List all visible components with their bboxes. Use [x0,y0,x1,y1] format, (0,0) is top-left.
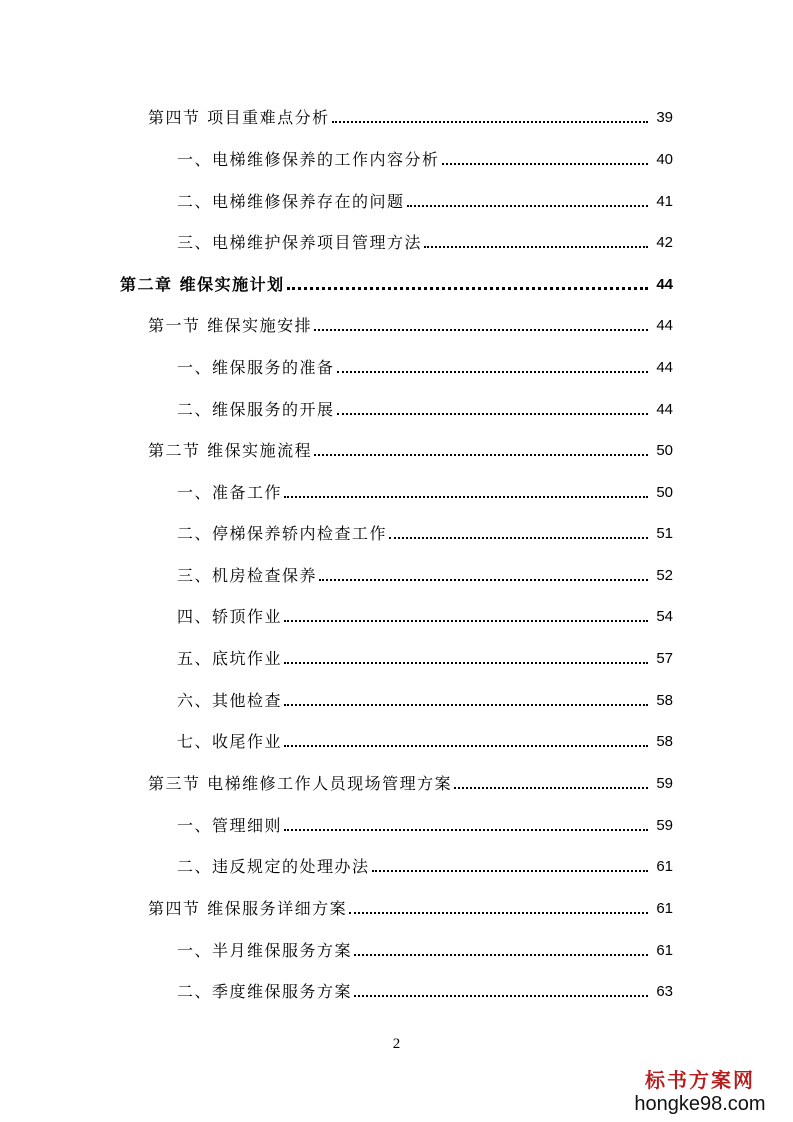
toc-entry [177,188,673,212]
toc-entry-page: 54 [656,608,673,625]
toc-entry [177,354,673,378]
toc-entry [177,853,673,877]
toc-entry-page: 59 [656,775,673,792]
toc-entry-title: 第二节 维保实施流程 [148,441,313,460]
toc-entry-page: 44 [656,401,673,418]
watermark-brand: 标书方案网 [645,1068,755,1092]
toc-dot-leader [354,995,648,997]
toc-dot-leader [284,704,648,706]
toc-entry [148,312,673,336]
toc-entry-title: 四、轿顶作业 [177,607,283,626]
toc-entry [148,895,673,919]
toc-entry [177,978,673,1002]
toc-entry-page: 44 [656,317,673,334]
toc-dot-leader [337,371,648,373]
toc-entry [177,812,673,836]
toc-dot-leader [319,579,648,581]
toc-dot-leader [284,620,648,622]
toc-entry-title: 二、电梯维修保养存在的问题 [177,192,405,211]
toc-dot-leader [389,537,648,539]
toc-entry-title: 第四节 项目重难点分析 [148,108,330,127]
toc-dot-leader [372,870,648,872]
toc-entry-title: 七、收尾作业 [177,732,283,751]
toc-entry [177,687,673,711]
toc-entry [177,728,673,752]
toc-entry-title: 第三节 电梯维修工作人员现场管理方案 [148,774,453,793]
toc-entry-title: 第二章 维保实施计划 [120,275,285,294]
toc-entry-page: 50 [656,442,673,459]
toc-dot-leader [354,954,648,956]
toc-dot-leader [284,496,648,498]
toc-dot-leader [314,329,648,331]
toc-entry-title: 二、违反规定的处理办法 [177,857,370,876]
toc-entry-title: 一、电梯维修保养的工作内容分析 [177,150,440,169]
toc-dot-leader [424,246,648,248]
toc-entry-page: 41 [656,193,673,210]
toc-entry-page: 61 [656,858,673,875]
toc-entry [177,603,673,627]
toc-entry-title: 三、电梯维护保养项目管理方法 [177,233,423,252]
toc-entry [177,645,673,669]
toc-dot-leader [407,205,648,207]
toc-dot-leader [284,662,648,664]
toc-dot-leader [442,163,648,165]
toc-entry-title: 二、维保服务的开展 [177,400,335,419]
toc-dot-leader [284,745,648,747]
toc-entry-page: 51 [656,525,673,542]
toc-entry-page: 40 [656,151,673,168]
toc-entry-page: 50 [656,484,673,501]
toc-entry-page: 63 [656,983,673,1000]
watermark-url: hongke98.com [634,1093,766,1115]
toc-entry [177,479,673,503]
toc-dot-leader [337,413,648,415]
toc-entry [148,104,673,128]
toc-entry-title: 六、其他检查 [177,691,283,710]
toc-entry-page: 61 [656,900,673,917]
toc-entry-title: 二、季度维保服务方案 [177,982,353,1001]
toc-entry [177,937,673,961]
toc-entry-page: 59 [656,817,673,834]
toc-entry-title: 一、管理细则 [177,816,283,835]
toc-dot-leader [287,287,648,290]
toc-entry [177,396,673,420]
toc-entry-title: 三、机房检查保养 [177,566,318,585]
toc-entry [148,437,673,461]
toc-entry-page: 39 [656,109,673,126]
toc-entry-page: 61 [656,942,673,959]
toc-entry-title: 五、底坑作业 [177,649,283,668]
toc-entry-page: 58 [656,733,673,750]
page-number: 2 [392,1036,401,1052]
toc-entry [177,146,673,170]
toc-entry-title: 一、维保服务的准备 [177,358,335,377]
toc-entry-title: 第一节 维保实施安排 [148,316,313,335]
toc-chapter-entry [120,271,673,295]
toc-dot-leader [284,829,648,831]
toc-entry-page: 44 [656,276,673,293]
toc-entry-title: 一、准备工作 [177,483,283,502]
toc-dot-leader [314,454,648,456]
toc-dot-leader [332,121,648,123]
toc-dot-leader [349,912,648,914]
toc-entry-page: 42 [656,234,673,251]
toc-entry-title: 一、半月维保服务方案 [177,941,353,960]
toc-entry [177,562,673,586]
watermark [625,1068,775,1116]
toc-entry-page: 52 [656,567,673,584]
toc-entry-page: 57 [656,650,673,667]
toc-entry-title: 第四节 维保服务详细方案 [148,899,348,918]
toc-entry [148,770,673,794]
toc-entry [177,229,673,253]
toc-entry-page: 44 [656,359,673,376]
toc-dot-leader [454,787,648,789]
toc-entry-title: 二、停梯保养轿内检查工作 [177,524,388,543]
toc-entry [177,520,673,544]
toc-entry-page: 58 [656,692,673,709]
